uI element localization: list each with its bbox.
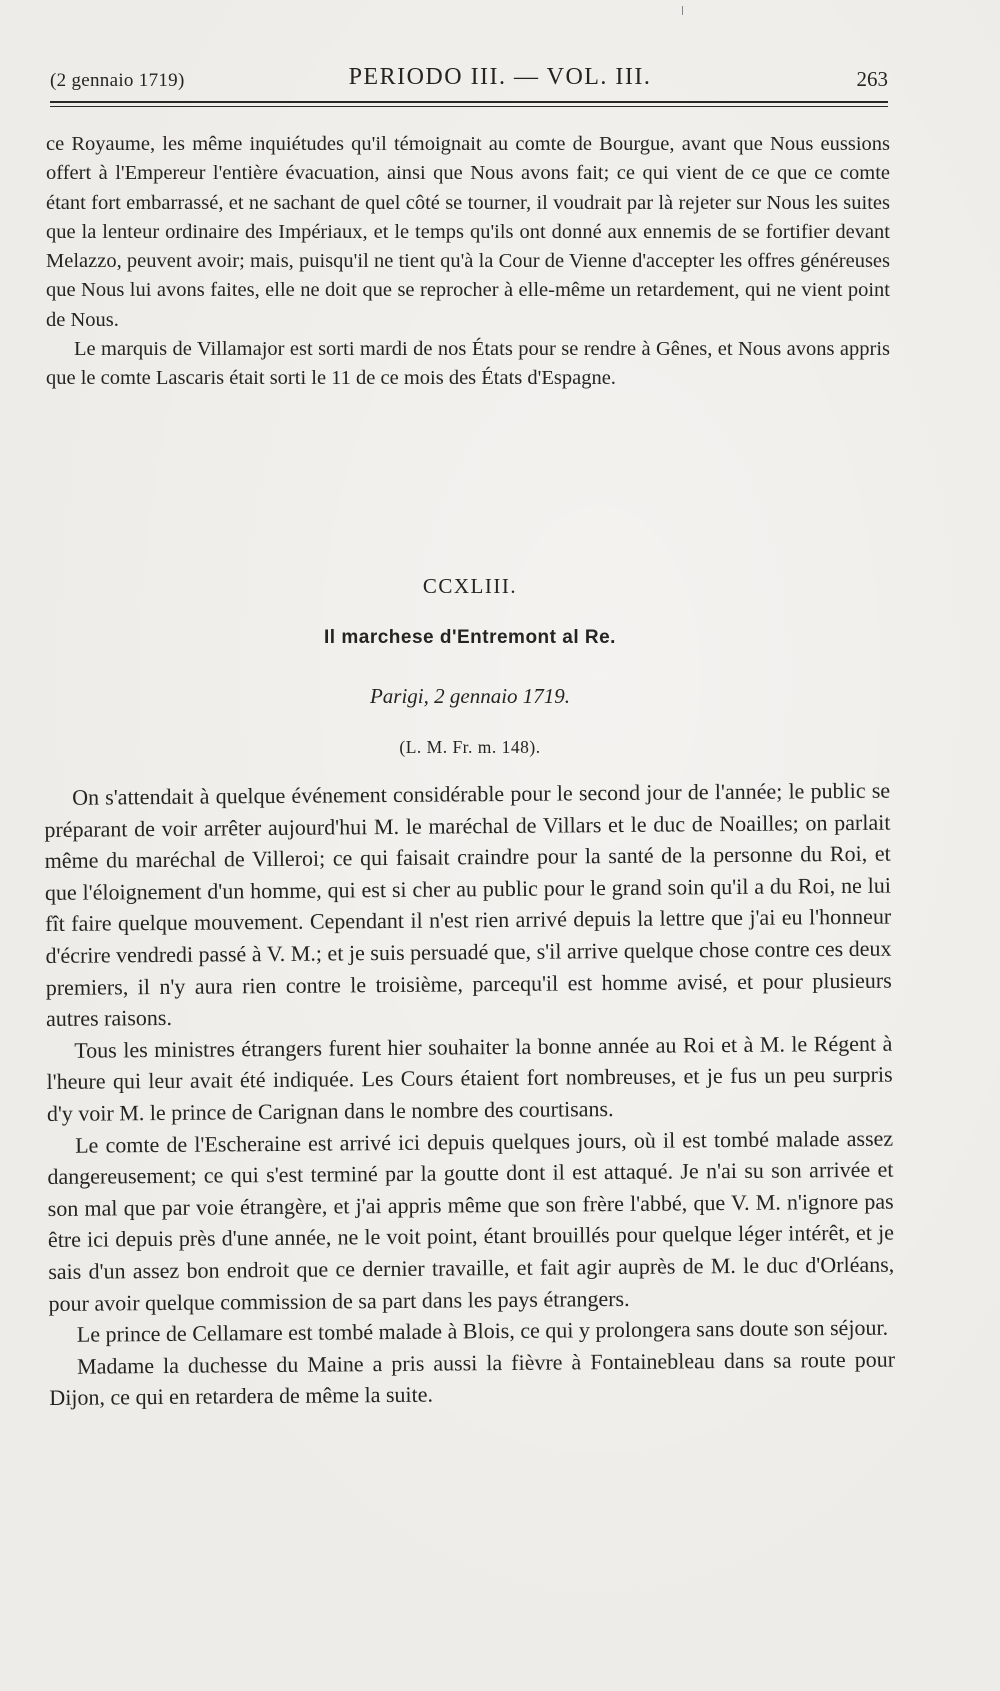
running-header bbox=[50, 64, 888, 98]
page-number: 263 bbox=[856, 67, 888, 91]
header-rule-thin bbox=[50, 106, 888, 107]
paragraph: Le comte de l'Escheraine est arrivé ici depuis quelques jours, où il est tombé malade assez dangereusement; ce qui s'est terminé par la goutte dont il est attaqué. Je n'ai su son arrivée et son mal que par voie étrangère, et j'ai appris même que son frère l'abbé, que V. M. n'ignore pas être ici depuis près d'une année, ne le voit point, étant brouillés pour quelque léger intérêt, et je sais d'un assez bon endroit que ce dernier travaille, et fait agir auprès de M. le duc d'Orléans, pour avoir quelque commission de sa part dans les pays étrangers. bbox=[47, 1125, 895, 1316]
header-date: (2 gennaio 1719) bbox=[50, 70, 185, 91]
paragraph: ce Royaume, les même inquiétudes qu'il témoignait au comte de Bourgue, avant que Nous eussions offert à l'Empereur l'entière évacuation, ainsi que Nous avons fait; ce qui vient de ce que ce comte étant fort embarrassé, et ne sachant de quel côté se tourner, il voudrait par là rejeter sur Nous les suites que la lenteur ordinaire des Impériaux, et le temps qu'ils ont donné aux ennemis de se fortifier devant Melazzo, peuvent avoir; mais, puisqu'il ne tient qu'à la Cour de Vienne d'accepter les offres généreuses que Nous lui avons faites, elle ne doit que se reprocher à elle-même un retardement, qui ne vient point de Nous. bbox=[46, 133, 890, 331]
paragraph: Le marquis de Villamajor est sorti mardi de nos États pour se rendre à Gênes, et Nous avons appris que le comte Lascaris était sorti le 11 de ce mois des États d'Espagne. bbox=[46, 338, 890, 390]
page-speck bbox=[682, 6, 683, 15]
paragraph: On s'attendait à quelque événement considérable pour le second jour de l'année; le public se préparant de voir arrêter aujourd'hui M. le maréchal de Villars et le duc de Noailles; on parlait même du maréchal de Villeroi; ce qui faisait craindre pour la santé de la personne du Roi, et que l'éloignement d'un homme, qui est si cher au public pour le grand soin qu'il a du Roi, ne lui fît faire quelque mouvement. Cependant il n'est rien arrivé depuis la lettre que j'ai eu l'honneur d'écrire vendredi passé à V. M.; et je suis persuadé que, s'il arrive quelque chose contre ces deux premiers, il n'y aura rien contre le troisième, parcequ'il est homme avisé, et pour plusieurs autres raisons. bbox=[44, 777, 892, 1032]
document-number: CCXLIII. bbox=[422, 574, 518, 598]
document-reference: (L. M. Fr. m. 148). bbox=[399, 737, 541, 757]
continuation-text bbox=[46, 130, 890, 394]
header-rule-thick bbox=[50, 101, 888, 103]
paragraph: Le prince de Cellamare est tombé malade à Blois, ce qui y prolongera sans doute son séjour. bbox=[76, 1314, 889, 1347]
paragraph: Tous les ministres étrangers furent hier souhaiter la bonne année au Roi et à M. le Régent à l'heure qui leur avait été indiquée. Les Cours étaient fort nombreuses, et je fus un peu surpris d'y voir M. le prince de Carignan dans le nombre des courtisans. bbox=[46, 1030, 893, 1126]
letter-text bbox=[44, 775, 895, 1414]
document-title: Il marchese d'Entremont al Re. bbox=[324, 627, 616, 648]
header-title: PERIODO III. — VOL. III. bbox=[348, 64, 652, 90]
paragraph: Madame la duchesse du Maine a pris aussi la fièvre à Fontainebleau dans sa route pour Dijon, ce qui en retardera de même la suite. bbox=[49, 1346, 896, 1411]
document-place-date: Parigi, 2 gennaio 1719. bbox=[369, 684, 571, 708]
